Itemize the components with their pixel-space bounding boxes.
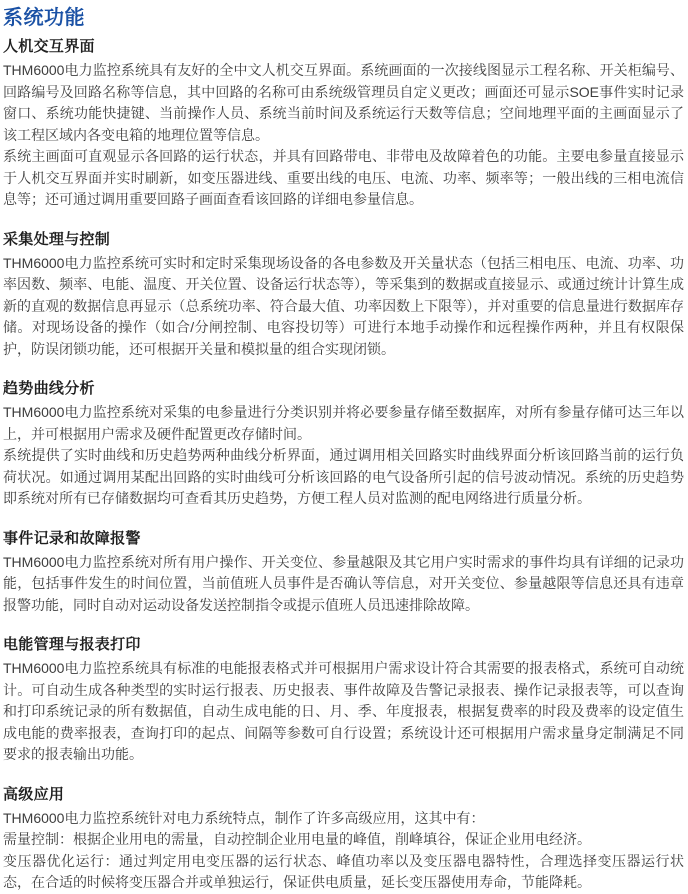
paragraph: THM6000电力监控系统具有友好的全中文人机交互界面。系统画面的一次接线图显示工程名称、开关柜编号、回路编号及回路名称等信息，其中回路的名称可由系统级管理员自定义更改；画面还可显示SOE事件实时记录窗口、系统功能快捷键、当前操作人员、系统当前时间及系统运行天数等信息；空间地理平面的主画面显示了该工程区域内各变电箱的地理位置等信息。 bbox=[3, 62, 684, 143]
section-paragraphs bbox=[3, 402, 684, 510]
section-heading: 事件记录和故障报警 bbox=[3, 529, 141, 547]
paragraph: 系统主画面可直观显示各回路的运行状态，并具有回路带电、非带电及故障着色的功能。主要电参量直接显示于人机交互界面并实时刷新，如变压器进线、重要出线的电压、电流、功率、频率等；一般出线的三相电流信息等；还可通过调用重要回路子画面查看该回路的详细电参量信息。 bbox=[3, 148, 684, 207]
section-paragraphs bbox=[3, 658, 684, 766]
section bbox=[3, 379, 684, 510]
section bbox=[3, 529, 684, 617]
paragraph: THM6000电力监控系统针对电力系统特点，制作了许多高级应用，这其中有： bbox=[3, 809, 485, 826]
section-heading: 趋势曲线分析 bbox=[3, 380, 95, 397]
section-heading: 电能管理与报表打印 bbox=[3, 636, 141, 653]
section-heading: 人机交互界面 bbox=[3, 38, 95, 55]
section-paragraphs bbox=[3, 253, 684, 361]
section-paragraphs bbox=[3, 60, 684, 211]
section-heading: 高级应用 bbox=[3, 785, 65, 803]
page-title: 系统功能 bbox=[3, 7, 85, 29]
paragraph: THM6000电力监控系统具有标准的电能报表格式并可根据用户需求设计符合其需要的报表格式，系统可自动统计。可自动生成各种类型的实时运行报表、历史报表、事件故障及告警记录报表、操作记录报表等，可以查询和打印系统记录的所有数据值，自动生成电能的日、月、季、年度报表，根据复费率的时段及费率的设定值生成电能的费率报表，查询打印的起点、间隔等参数可自行设置；系统设计还可根据用户需求量身定制满足不同要求的报表输出功能。 bbox=[3, 660, 684, 762]
paragraph: 系统提供了实时曲线和历史趋势两种曲线分析界面，通过调用相关回路实时曲线界面分析该回路当前的运行负荷状况。如通过调用某配出回路的实时曲线可分析该回路的电气设备所引起的信号波动情况。系统的历史趋势即系统对所有已存储数据均可查看其历史趋势，方便工程人员对监测的配电网络进行质量分析。 bbox=[3, 447, 684, 506]
section bbox=[3, 785, 684, 894]
paragraph: THM6000电力监控系统对采集的电参量进行分类识别并将必要参量存储至数据库，对所有参量存储可达三年以上，并可根据用户需求及硬件配置更改存储时间。 bbox=[3, 404, 684, 442]
sections-container bbox=[3, 37, 684, 894]
paragraph: THM6000电力监控系统可实时和定时采集现场设备的各电参数及开关量状态（包括三相电压、电流、功率、功率因数、频率、电能、温度、开关位置、设备运行状态等），等采集到的数据或直接显示、或通过统计计算生成新的直观的数据信息再显示（总系统功率、符合最大值、功率因数上下限等），并对重要的信息量进行数据库存储。对现场设备的操作（如合/分闸控制、电容投切等）可进行本地手动操作和远程操作两种，并且有权限保护，防误闭锁功能，还可根据开关量和模拟量的组合实现闭锁。 bbox=[3, 254, 684, 357]
section bbox=[3, 230, 684, 361]
paragraph: 需量控制：根据企业用电的需量，自动控制企业用电量的峰值，削峰填谷，保证企业用电经济。 bbox=[3, 831, 591, 847]
section-paragraphs bbox=[3, 808, 684, 894]
section-heading: 采集处理与控制 bbox=[3, 230, 111, 248]
paragraph: 变压器优化运行：通过判定用电变压器的运行状态、峰值功率以及变压器电器特性，合理选择变压器运行状态，在合适的时候将变压器合并或单独运行，保证供电质量，延长变压器使用寿命，节能降耗。 bbox=[3, 852, 684, 890]
paragraph: THM6000电力监控系统对所有用户操作、开关变位、参量越限及其它用户实时需求的事件均具有详细的记录功能，包括事件发生的时间位置，当前值班人员事件是否确认等信息，对开关变位、参量越限等信息还具有违章报警功能，同时自动对运动设备发送控制指令或提示值班人员迅速排除故障。 bbox=[3, 553, 684, 613]
section bbox=[3, 37, 684, 211]
section bbox=[3, 635, 684, 766]
section-paragraphs bbox=[3, 552, 684, 617]
